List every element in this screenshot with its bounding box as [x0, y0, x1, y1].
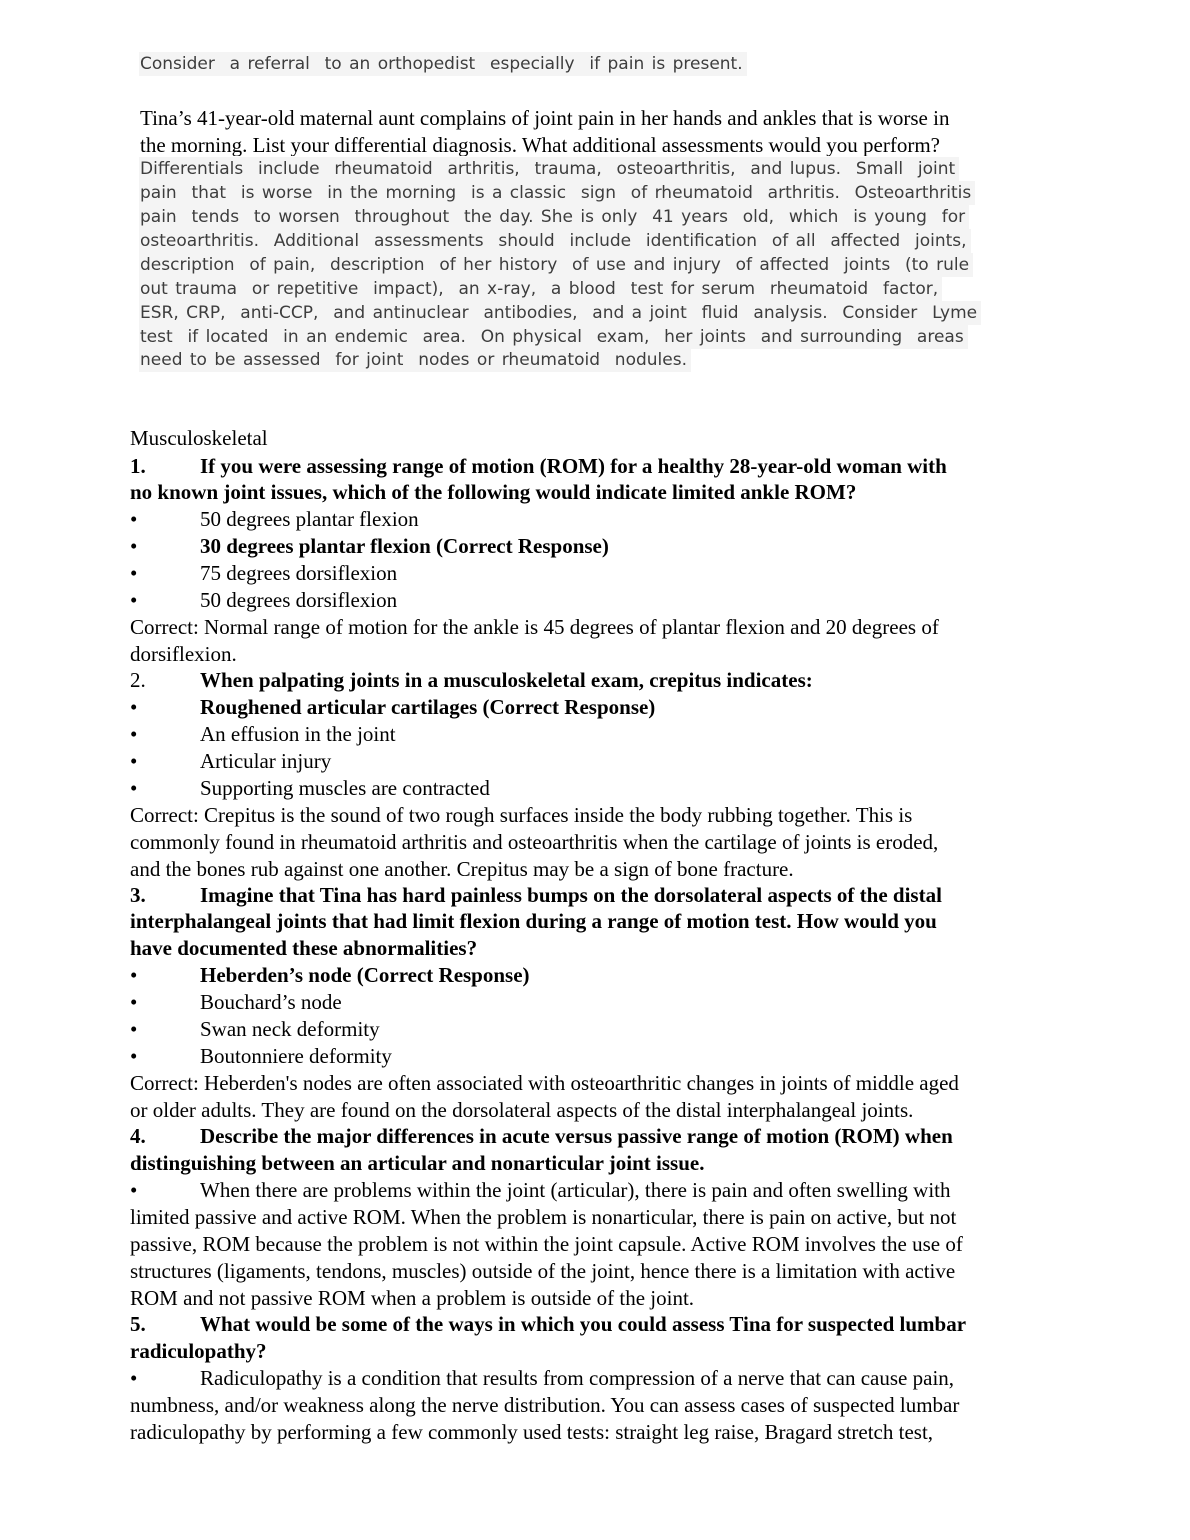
bullet-icon: • — [130, 534, 138, 558]
q2-explanation-line-3: and the bones rub against one another. Crepitus may be a sign of bone fracture. — [130, 857, 794, 881]
bullet-icon: • — [130, 1044, 138, 1068]
case-question-line-2: the morning. List your differential diagnosis. What additional assessments would you perform? — [140, 133, 940, 156]
q4-answer-line-1: When there are problems within the joint (articular), there is pain and often swelling with — [200, 1178, 951, 1202]
bullet-icon: • — [130, 990, 138, 1014]
bullet-icon: • — [130, 1366, 138, 1390]
q1-number: 1. — [130, 454, 146, 478]
q3-number: 3. — [130, 883, 146, 907]
q2-option-2: An effusion in the joint — [200, 722, 396, 746]
q4-answer-line-5: ROM and not passive ROM when a problem is outside of the joint. — [130, 1286, 695, 1310]
q3-option-3: Swan neck deformity — [200, 1017, 380, 1041]
q3-option-4: Boutonniere deformity — [200, 1044, 392, 1068]
case-answer-line-4: osteoarthritis. Additional assessments should include identification of all affected joints, — [139, 229, 971, 253]
q1-question-line-2: no known joint issues, which of the following would indicate limited ankle ROM? — [130, 480, 857, 504]
q1-explanation-line-2: dorsiflexion. — [130, 642, 237, 666]
q4-number: 4. — [130, 1124, 146, 1148]
q3-option-2: Bouchard’s node — [200, 990, 342, 1014]
case-answer-line-9: need to be assessed for joint nodes or rheumatoid nodules. — [139, 348, 691, 372]
q3-option-1-correct: Heberden’s node (Correct Response) — [200, 963, 530, 987]
case-answer-line-3: pain tends to worsen throughout the day. She is only 41 years old, which is young for — [139, 205, 969, 229]
q2-option-1-correct: Roughened articular cartilages (Correct Response) — [200, 695, 656, 719]
q2-question: When palpating joints in a musculoskeletal exam, crepitus indicates: — [200, 668, 813, 692]
q5-answer-line-1: Radiculopathy is a condition that results from compression of a nerve that can cause pain, — [200, 1366, 955, 1390]
bullet-icon: • — [130, 507, 138, 531]
bullet-icon: • — [130, 963, 138, 987]
q3-question-line-1: Imagine that Tina has hard painless bumps on the dorsolateral aspects of the distal — [200, 883, 942, 907]
q1-question-line-1: If you were assessing range of motion (ROM) for a healthy 28-year-old woman with — [200, 454, 947, 478]
section-title: Musculoskeletal — [130, 426, 268, 450]
q1-option-1: 50 degrees plantar flexion — [200, 507, 419, 531]
q4-answer-line-3: passive, ROM because the problem is not within the joint capsule. Active ROM involves the use of — [130, 1232, 963, 1256]
q1-option-2-correct: 30 degrees plantar flexion (Correct Response) — [200, 534, 609, 558]
bullet-icon: • — [130, 749, 138, 773]
intro-note: Consider a referral to an orthopedist especially if pain is present. — [139, 52, 747, 76]
q4-question-line-1: Describe the major differences in acute versus passive range of motion (ROM) when — [200, 1124, 953, 1148]
case-answer-line-6: out trauma or repetitive impact), an x-ray, a blood test for serum rheumatoid factor, — [139, 277, 942, 301]
case-answer-line-2: pain that is worse in the morning is a classic sign of rheumatoid arthritis. Osteoarthritis — [139, 181, 975, 205]
q3-explanation-line-2: or older adults. They are found on the dorsolateral aspects of the distal interphalangeal joints. — [130, 1098, 914, 1122]
case-answer-line-7: ESR, CRP, anti-CCP, and antinuclear antibodies, and a joint fluid analysis. Consider Lyme — [139, 301, 981, 325]
bullet-icon: • — [130, 722, 138, 746]
q5-answer-line-2: numbness, and/or weakness along the nerve distribution. You can assess cases of suspected lumbar — [130, 1393, 960, 1417]
bullet-icon: • — [130, 561, 138, 585]
bullet-icon: • — [130, 1178, 138, 1202]
q5-number: 5. — [130, 1312, 146, 1336]
bullet-icon: • — [130, 1017, 138, 1041]
q1-option-4: 50 degrees dorsiflexion — [200, 588, 398, 612]
case-answer-line-1: Differentials include rheumatoid arthritis, trauma, osteoarthritis, and lupus. Small joint — [139, 157, 959, 181]
bullet-icon: • — [130, 588, 138, 612]
q5-question-line-2: radiculopathy? — [130, 1339, 267, 1363]
q4-question-line-2: distinguishing between an articular and nonarticular joint issue. — [130, 1151, 705, 1175]
q5-answer-line-3: radiculopathy by performing a few commonly used tests: straight leg raise, Bragard stretch test, — [130, 1420, 934, 1444]
q4-answer-line-2: limited passive and active ROM. When the problem is nonarticular, there is pain on active, but not — [130, 1205, 957, 1229]
case-question-line-1: Tina’s 41-year-old maternal aunt complains of joint pain in her hands and ankles that is worse in — [140, 106, 950, 130]
q1-explanation-line-1: Correct: Normal range of motion for the ankle is 45 degrees of plantar flexion and 20 degrees of — [130, 615, 939, 639]
bullet-icon: • — [130, 695, 138, 719]
q2-option-3: Articular injury — [200, 749, 332, 773]
q2-number: 2. — [130, 668, 146, 692]
q3-explanation-line-1: Correct: Heberden's nodes are often associated with osteoarthritic changes in joints of middle aged — [130, 1071, 959, 1095]
q2-explanation-line-2: commonly found in rheumatoid arthritis and osteoarthritis when the cartilage of joints is eroded, — [130, 830, 939, 854]
q1-option-3: 75 degrees dorsiflexion — [200, 561, 398, 585]
case-answer-line-8: test if located in an endemic area. On physical exam, her joints and surrounding areas — [139, 325, 968, 349]
q3-question-line-3: have documented these abnormalities? — [130, 936, 478, 960]
case-answer-line-5: description of pain, description of her history of use and injury of affected joints (to rule — [139, 253, 973, 277]
q2-option-4: Supporting muscles are contracted — [200, 776, 490, 800]
q5-question-line-1: What would be some of the ways in which you could assess Tina for suspected lumbar — [200, 1312, 967, 1336]
q2-explanation-line-1: Correct: Crepitus is the sound of two rough surfaces inside the body rubbing together. This is — [130, 803, 913, 827]
bullet-icon: • — [130, 776, 138, 800]
q3-question-line-2: interphalangeal joints that had limit flexion during a range of motion test. How would you — [130, 909, 937, 933]
q4-answer-line-4: structures (ligaments, tendons, muscles) outside of the joint, hence there is a limitation with active — [130, 1259, 956, 1283]
